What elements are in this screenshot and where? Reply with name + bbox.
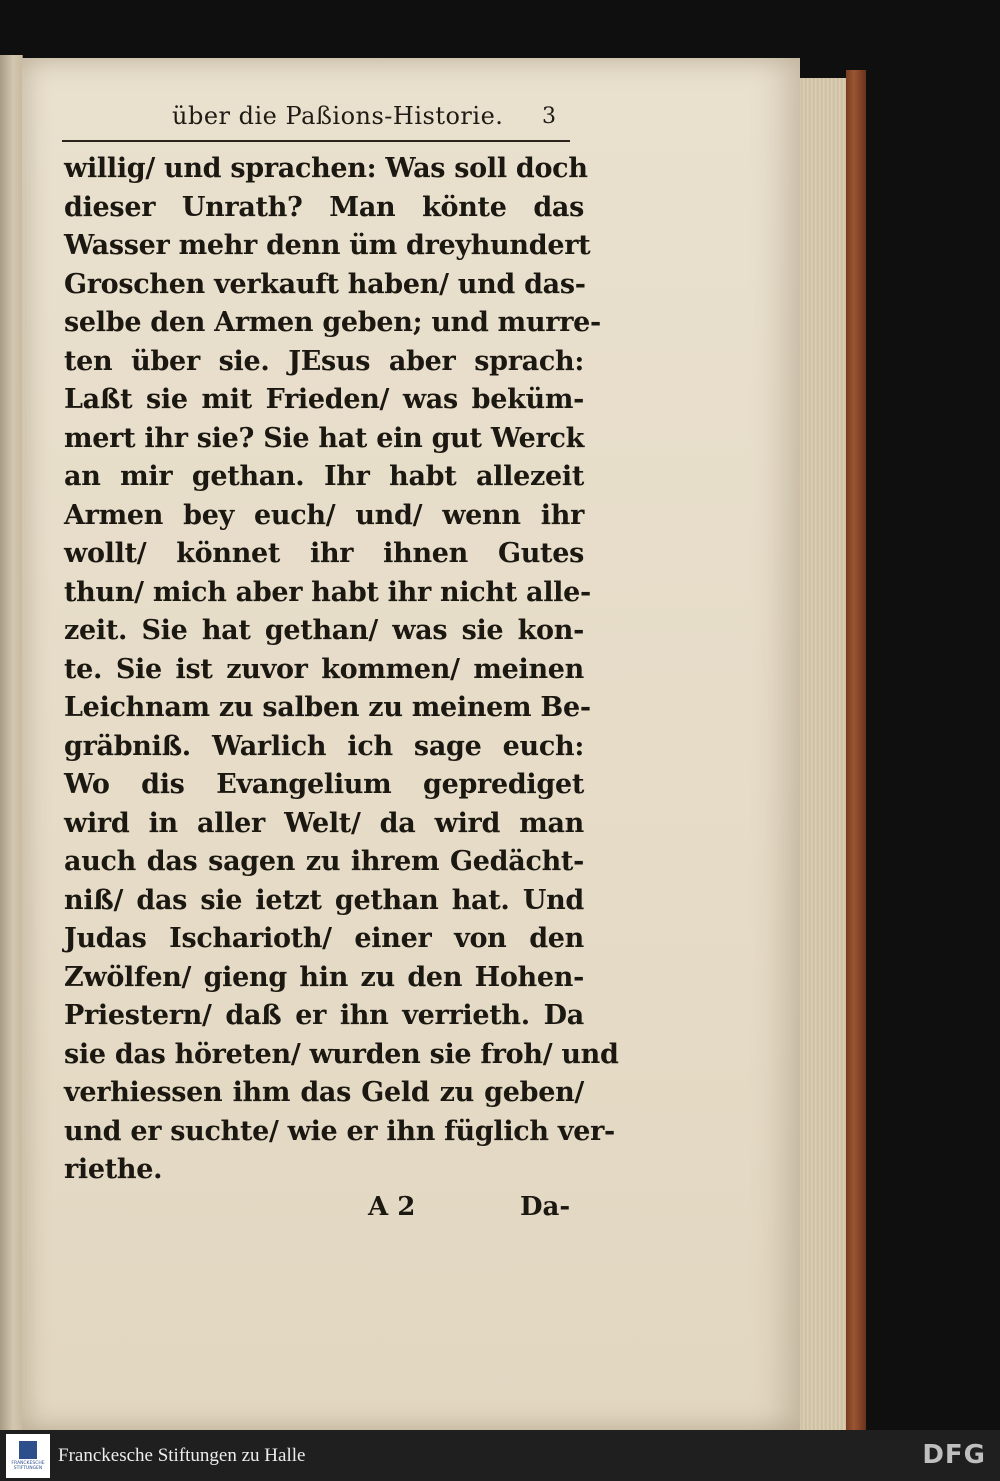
text-line: zeit. Sie hat gethan/ was sie kon- — [64, 615, 584, 646]
signature-mark: A 2 — [368, 1192, 416, 1222]
page-stack-edge — [800, 78, 846, 1430]
text-line: riethe. — [64, 1154, 163, 1185]
text-line: Priestern/ daß er ihn verrieth. Da — [64, 1000, 584, 1031]
text-line: willig/ und sprachen: Was soll doch — [64, 153, 588, 184]
text-line: selbe den Armen geben; und murre- — [64, 307, 601, 338]
facing-page-edge — [0, 55, 23, 1430]
text-line: an mir gethan. Ihr habt allezeit — [64, 461, 584, 492]
building-icon — [19, 1441, 37, 1459]
text-line: ten über sie. JEsus aber sprach: — [64, 345, 584, 377]
page-number: 3 — [542, 104, 556, 129]
institution-name[interactable]: Franckesche Stiftungen zu Halle — [58, 1444, 306, 1466]
text-line: Zwölfen/ gieng hin zu den Hohen- — [64, 961, 584, 993]
text-line: und er suchte/ wie er ihn füglich ver- — [64, 1115, 615, 1147]
text-line: Judas Ischarioth/ einer von den — [64, 923, 584, 954]
book-cover-edge — [846, 70, 866, 1430]
text-line: Laßt sie mit Frieden/ was beküm- — [64, 384, 584, 415]
text-line: Wo dis Evangelium geprediget — [64, 769, 584, 800]
body-text — [64, 150, 619, 1190]
text-line: niß/ das sie ietzt gethan hat. Und — [64, 884, 584, 916]
text-line: verhiessen ihm das Geld zu geben/ — [64, 1077, 584, 1108]
text-line: wollt/ könnet ihr ihnen Gutes — [64, 538, 584, 569]
text-line: te. Sie ist zuvor kommen/ meinen — [64, 653, 584, 685]
viewer-footer — [0, 1430, 1000, 1481]
text-line: Armen bey euch/ und/ wenn ihr — [64, 499, 584, 531]
text-line: sie das höreten/ wurden sie froh/ und — [64, 1038, 619, 1070]
catchword: Da- — [520, 1192, 571, 1222]
text-line: Wasser mehr denn üm dreyhundert — [64, 230, 591, 261]
text-line: wird in aller Welt/ da wird man — [64, 807, 584, 839]
text-line: Groschen verkauft haben/ und das- — [64, 268, 586, 300]
text-line: dieser Unrath? Man könte das — [64, 191, 584, 223]
running-head: über die Paßions-Historie. — [172, 102, 504, 130]
text-line: auch das sagen zu ihrem Gedächt- — [64, 846, 584, 877]
text-line: mert ihr sie? Sie hat ein gut Werck — [64, 422, 584, 454]
logo-text: FRANCKESCHE STIFTUNGEN — [11, 1460, 45, 1471]
text-line: gräbniß. Warlich ich sage euch: — [64, 730, 584, 762]
institution-logo[interactable] — [6, 1434, 50, 1478]
dfg-logo[interactable]: DFG — [922, 1440, 986, 1470]
text-line: thun/ mich aber habt ihr nicht alle- — [64, 576, 591, 608]
text-line: Leichnam zu salben zu meinem Be- — [64, 692, 591, 723]
header-rule — [62, 140, 570, 142]
